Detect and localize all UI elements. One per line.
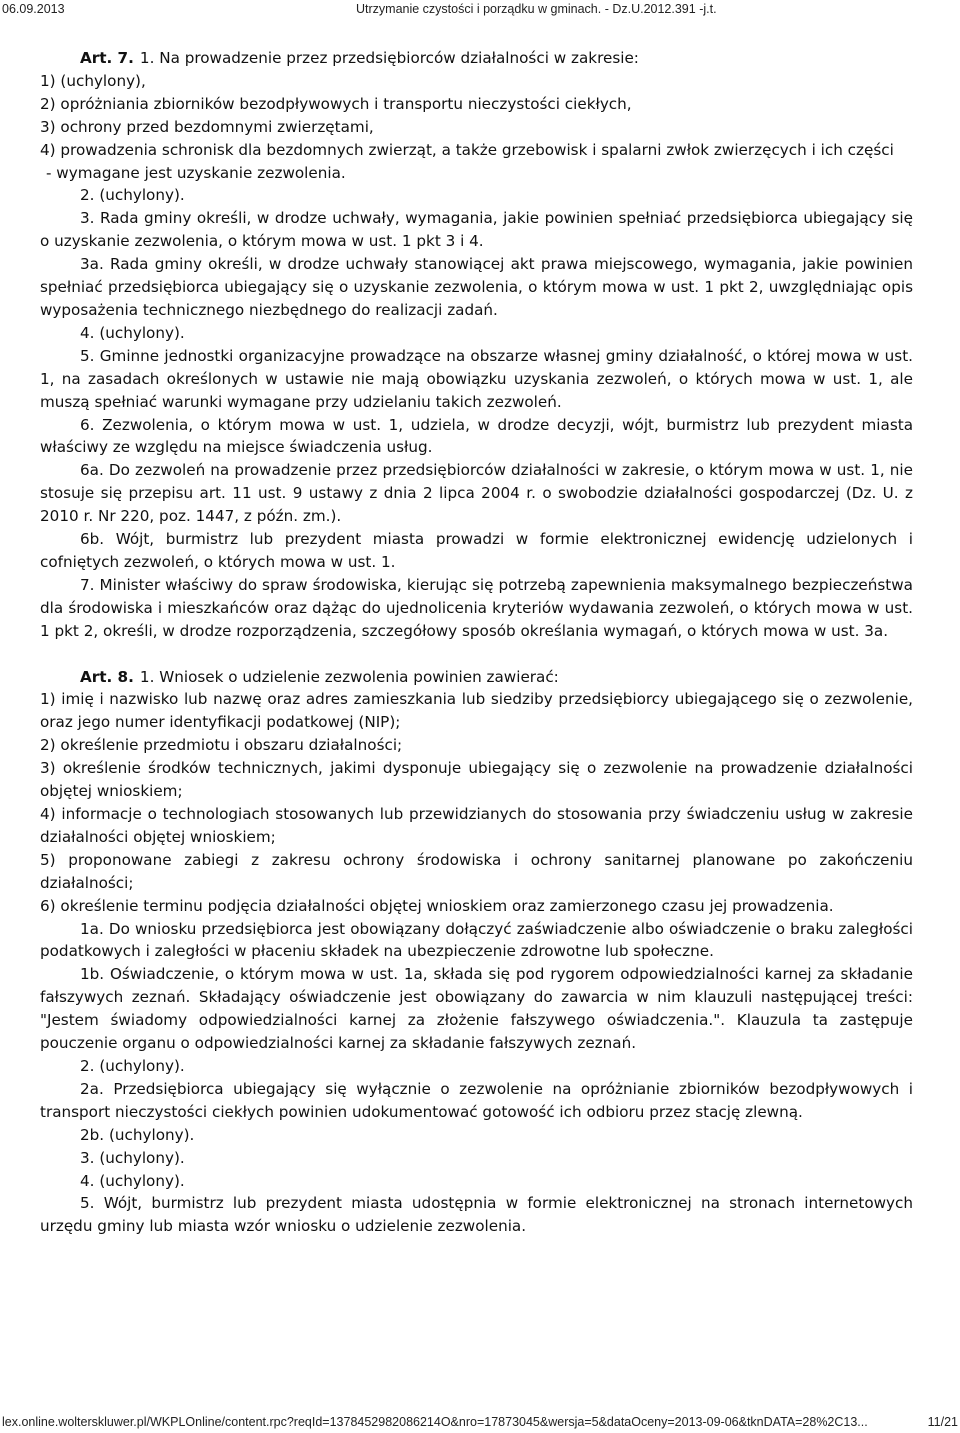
art7-paragraph-6a: 6a. Do zezwoleń na prowadzenie przez przedsiębiorców działalności w zakresie, o którym mowa w ust. 1, nie stosuje się przepisu art. 11 ust. 9 ustawy z dnia 2 lipca 2004 r. o swobodzie działalności gospodarczej (Dz. U. z 2010 r. Nr 220, poz. 1447, z późn. zm.).: [40, 461, 913, 526]
art8-paragraph-2: 2. (uchylony).: [80, 1056, 185, 1075]
art7-item-3: 3) ochrony przed bezdomnymi zwierzętami,: [40, 117, 374, 136]
art7-item-1: 1) (uchylony),: [40, 71, 146, 90]
art8-paragraph-1a: 1a. Do wniosku przedsiębiorca jest obowiązany dołączyć zaświadczenie albo oświadczenie o braku zaległości podatkowych i zaległości w płaceniu składek na ubezpieczenie zdrowotne lub społeczne.: [40, 919, 913, 961]
art7-paragraph-6: 6. Zezwolenia, o którym mowa w ust. 1, udziela, w drodze decyzji, wójt, burmistrz lub prezydent miasta właściwy ze względu na miejsce świadczenia usług.: [40, 415, 913, 457]
page-header: [0, 0, 960, 18]
art8-item-4: 4) informacje o technologiach stosowanych lub przewidzianych do stosowania przy świadczeniu usług w zakresie działalności objętej wnioskiem;: [40, 805, 913, 846]
print-date: 06.09.2013: [2, 2, 65, 16]
art8-paragraph-2b: 2b. (uchylony).: [80, 1125, 195, 1144]
art7-item-4: 4) prowadzenia schronisk dla bezdomnych zwierząt, a także grzebowisk i spalarni zwłok zwierzęcych i ich części: [40, 140, 894, 159]
art7-label: Art. 7.: [80, 49, 134, 67]
art7-paragraph-1: [40, 47, 913, 70]
art8-paragraph-5: 5. Wójt, burmistrz lub prezydent miasta udostępnia w formie elektronicznej na stronach internetowych urzędu gminy lub miasta wzór wniosku o udzielenie zezwolenia.: [40, 1194, 913, 1236]
art7-paragraph-3a: 3a. Rada gminy określi, w drodze uchwały stanowiącej akt prawa miejscowego, wymagania, jakie powinien spełniać przedsiębiorca ubiegający się o uzyskanie zezwolenia, o którym mowa w ust. 1 pkt 2, uwzględniając opis wyposażenia technicznego niezbędnego do realizacji zadań.: [40, 255, 913, 319]
art8-paragraph-3: 3. (uchylony).: [80, 1148, 185, 1167]
page-number: 11/21: [927, 1415, 958, 1429]
art8-item-2: 2) określenie przedmiotu i obszaru działalności;: [40, 736, 403, 755]
art7-paragraph-6b: 6b. Wójt, burmistrz lub prezydent miasta prowadzi w formie elektronicznej ewidencję udzielonych i cofniętych zezwoleń, o których mowa w ust. 1.: [40, 530, 913, 571]
page-footer: [0, 1413, 960, 1431]
art8-label: Art. 8.: [80, 667, 134, 686]
art7-paragraph-4: 4. (uchylony).: [80, 323, 185, 342]
source-url: lex.online.wolterskluwer.pl/WKPLOnline/content.rpc?reqId=1378452982086214O&nro=17873045&wersja=5&dataOceny=2013-09-06&tknDATA=28%2C13...: [2, 1415, 868, 1429]
art8-item-3: 3) określenie środków technicznych, jakimi dysponuje ubiegający się o zezwolenie na prowadzenie działalności objętej wnioskiem;: [40, 759, 913, 801]
document-body: [40, 47, 913, 1238]
art8-paragraph-1: [40, 666, 913, 689]
art8-item-6: 6) określenie terminu podjęcia działalności objętej wnioskiem oraz zamierzonego czasu jej prowadzenia.: [40, 896, 834, 915]
art8-paragraph-1b: 1b. Oświadczenie, o którym mowa w ust. 1a, składa się pod rygorem odpowiedzialności karnej za składanie fałszywych zeznań. Składający oświadczenie jest obowiązany do zawarcia w nim klauzuli następującej treści: "Jestem świadomy odpowiedzialności karnej za złożenie fałszywego oświadczenia.". Klauzula ta zastępuje pouczenie organu o odpowiedzialności karnej za składanie fałszywych zeznań.: [40, 965, 913, 1053]
art8-item-1: 1) imię i nazwisko lub nazwę oraz adres zamieszkania lub siedziby przedsiębiorcy ubiegającego się o zezwolenie, oraz jego numer identyfikacji podatkowej (NIP);: [40, 690, 913, 732]
art7-p1-intro: 1. Na prowadzenie przez przedsiębiorców działalności w zakresie:: [139, 49, 639, 67]
art7-p1-tail: - wymagane jest uzyskanie zezwolenia.: [46, 163, 346, 182]
art7-paragraph-3: 3. Rada gminy określi, w drodze uchwały, wymagania, jakie powinien spełniać przedsiębiorca ubiegający się o uzyskanie zezwolenia, o którym mowa w ust. 1 pkt 3 i 4.: [40, 209, 913, 251]
art7-paragraph-5: 5. Gminne jednostki organizacyjne prowadzące na obszarze własnej gminy działalność, o której mowa w ust. 1, na zasadach określonych w ustawie nie mają obowiązku uzyskania zezwoleń, o których mowa w ust. 1, ale muszą spełniać warunki wymagane przy udzielaniu takich zezwoleń.: [40, 346, 913, 411]
art7-paragraph-7: 7. Minister właściwy do spraw środowiska, kierując się potrzebą zapewnienia maksymalnego bezpieczeństwa dla środowiska i mieszkańców oraz dążąc do ujednolicenia kryteriów wydawania zezwoleń, o których mowa w ust. 1 pkt 2, określi, w drodze rozporządzenia, szczegółowy sposób określania wymagań, o których mowa w ust. 3a.: [40, 575, 913, 640]
document-title: Utrzymanie czystości i porządku w gminach. - Dz.U.2012.391 -j.t.: [356, 2, 717, 16]
art7-paragraph-2: 2. (uchylony).: [80, 186, 185, 205]
art8-paragraph-4: 4. (uchylony).: [80, 1171, 185, 1190]
art8-item-5: 5) proponowane zabiegi z zakresu ochrony środowiska i ochrony sanitarnej planowane po zakończeniu działalności;: [40, 850, 913, 892]
art7-item-2: 2) opróżniania zbiorników bezodpływowych i transportu nieczystości ciekłych,: [40, 94, 632, 113]
art8-paragraph-2a: 2a. Przedsiębiorca ubiegający się wyłącznie o zezwolenie na opróżnianie zbiorników bezodpływowych i transport nieczystości ciekłych powinien udokumentować gotowość ich odbioru przez stację zlewną.: [40, 1079, 913, 1121]
art8-p1-intro: 1. Wniosek o udzielenie zezwolenia powinien zawierać:: [139, 667, 559, 686]
